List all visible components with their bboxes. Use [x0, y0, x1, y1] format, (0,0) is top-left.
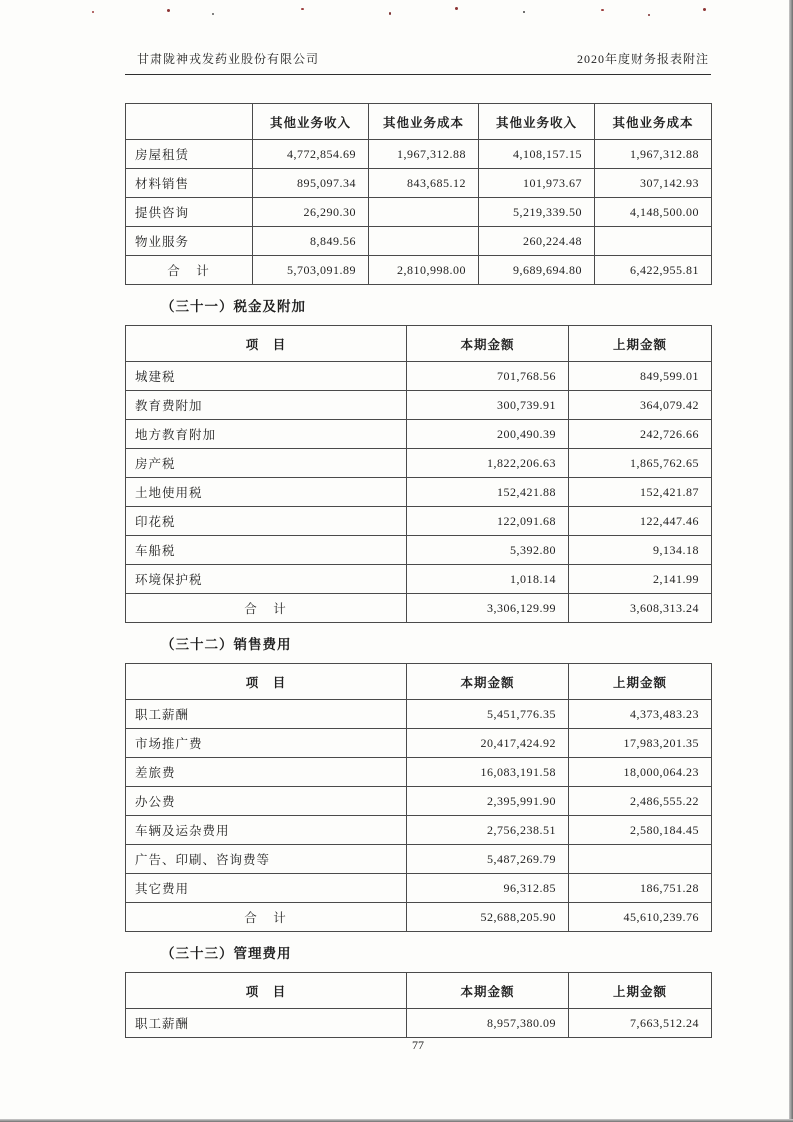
table-row — [126, 227, 712, 256]
row-label: 物业服务 — [126, 227, 253, 256]
current-amount: 8,957,380.09 — [407, 1009, 569, 1038]
prior-amount: 4,373,483.23 — [569, 700, 712, 729]
page-content — [125, 0, 711, 1038]
table-total-row — [126, 903, 712, 932]
total-label: 合 计 — [126, 903, 407, 932]
row-label: 城建税 — [126, 362, 407, 391]
value-cell: 9,689,694.80 — [479, 256, 595, 285]
row-label: 地方教育附加 — [126, 420, 407, 449]
row-label: 提供咨询 — [126, 198, 253, 227]
row-label: 房屋租赁 — [126, 140, 253, 169]
current-amount: 1,018.14 — [407, 565, 569, 594]
section-heading-32: （三十二）销售费用 — [161, 637, 292, 652]
value-cell: 895,097.34 — [253, 169, 369, 198]
current-amount: 152,421.88 — [407, 478, 569, 507]
row-label: 车船税 — [126, 536, 407, 565]
value-cell — [369, 227, 479, 256]
table-row — [126, 362, 712, 391]
doc-title: 2020年度财务报表附注 — [576, 52, 709, 66]
value-cell: 1,967,312.88 — [595, 140, 712, 169]
table-total-row — [126, 256, 712, 285]
prior-amount — [569, 845, 712, 874]
total-label: 合 计 — [126, 594, 407, 623]
column-header: 其他业务成本 — [369, 104, 479, 140]
company-name: 甘肃陇神戎发药业股份有限公司 — [137, 52, 320, 66]
current-amount: 5,487,269.79 — [407, 845, 569, 874]
column-header-prior: 上期金额 — [569, 326, 712, 362]
page-number: 77 — [412, 1038, 424, 1052]
prior-amount: 849,599.01 — [569, 362, 712, 391]
column-header: 其他业务收入 — [253, 104, 369, 140]
row-label: 职工薪酬 — [126, 1009, 407, 1038]
table-row — [126, 391, 712, 420]
scan-edge-right — [789, 0, 793, 1122]
row-label: 车辆及运杂费用 — [126, 816, 407, 845]
value-cell: 5,703,091.89 — [253, 256, 369, 285]
current-amount: 5,392.80 — [407, 536, 569, 565]
prior-amount: 18,000,064.23 — [569, 758, 712, 787]
table-row — [126, 140, 712, 169]
row-label: 印花税 — [126, 507, 407, 536]
table-row — [126, 169, 712, 198]
table-row — [126, 536, 712, 565]
row-label: 教育费附加 — [126, 391, 407, 420]
table-row — [126, 507, 712, 536]
value-cell — [595, 227, 712, 256]
column-header-item: 项 目 — [126, 664, 407, 700]
table-total-row — [126, 594, 712, 623]
row-label: 广告、印刷、咨询费等 — [126, 845, 407, 874]
row-label: 办公费 — [126, 787, 407, 816]
table-row — [126, 478, 712, 507]
prior-amount: 1,865,762.65 — [569, 449, 712, 478]
table-row — [126, 845, 712, 874]
row-label: 市场推广费 — [126, 729, 407, 758]
table-row — [126, 420, 712, 449]
prior-amount: 2,141.99 — [569, 565, 712, 594]
current-amount: 5,451,776.35 — [407, 700, 569, 729]
selling-expense-table — [125, 663, 712, 932]
row-label: 职工薪酬 — [126, 700, 407, 729]
value-cell: 5,219,339.50 — [479, 198, 595, 227]
current-amount: 96,312.85 — [407, 874, 569, 903]
current-amount: 16,083,191.58 — [407, 758, 569, 787]
table-row — [126, 198, 712, 227]
current-amount: 701,768.56 — [407, 362, 569, 391]
prior-amount: 364,079.42 — [569, 391, 712, 420]
value-cell: 260,224.48 — [479, 227, 595, 256]
column-header: 其他业务收入 — [479, 104, 595, 140]
prior-amount: 186,751.28 — [569, 874, 712, 903]
table-row — [126, 449, 712, 478]
table-row — [126, 729, 712, 758]
table-row — [126, 816, 712, 845]
value-cell: 26,290.30 — [253, 198, 369, 227]
admin-expense-table — [125, 972, 712, 1038]
value-cell: 6,422,955.81 — [595, 256, 712, 285]
table-row — [126, 874, 712, 903]
table-row — [126, 758, 712, 787]
value-cell: 2,810,998.00 — [369, 256, 479, 285]
column-header-blank — [126, 104, 253, 140]
row-label: 其它费用 — [126, 874, 407, 903]
value-cell: 101,973.67 — [479, 169, 595, 198]
prior-amount: 2,580,184.45 — [569, 816, 712, 845]
prior-amount: 3,608,313.24 — [569, 594, 712, 623]
current-amount: 52,688,205.90 — [407, 903, 569, 932]
current-amount: 3,306,129.99 — [407, 594, 569, 623]
section-heading-33: （三十三）管理费用 — [161, 946, 292, 961]
tax-surcharge-table — [125, 325, 712, 623]
value-cell: 4,108,157.15 — [479, 140, 595, 169]
prior-amount: 7,663,512.24 — [569, 1009, 712, 1038]
current-amount: 2,756,238.51 — [407, 816, 569, 845]
prior-amount: 122,447.46 — [569, 507, 712, 536]
row-label: 差旅费 — [126, 758, 407, 787]
other-business-table — [125, 103, 712, 285]
row-label: 土地使用税 — [126, 478, 407, 507]
value-cell: 4,772,854.69 — [253, 140, 369, 169]
prior-amount: 9,134.18 — [569, 536, 712, 565]
column-header-item: 项 目 — [126, 973, 407, 1009]
value-cell: 1,967,312.88 — [369, 140, 479, 169]
table-header-row — [126, 104, 712, 140]
row-label: 材料销售 — [126, 169, 253, 198]
prior-amount: 152,421.87 — [569, 478, 712, 507]
section-heading-31: （三十一）税金及附加 — [161, 299, 306, 314]
value-cell: 307,142.93 — [595, 169, 712, 198]
current-amount: 20,417,424.92 — [407, 729, 569, 758]
table-row — [126, 700, 712, 729]
value-cell — [369, 198, 479, 227]
table-header-row — [126, 664, 712, 700]
row-label: 环境保护税 — [126, 565, 407, 594]
column-header-current: 本期金额 — [407, 326, 569, 362]
current-amount: 1,822,206.63 — [407, 449, 569, 478]
column-header-prior: 上期金额 — [569, 664, 712, 700]
prior-amount: 242,726.66 — [569, 420, 712, 449]
prior-amount: 2,486,555.22 — [569, 787, 712, 816]
prior-amount: 17,983,201.35 — [569, 729, 712, 758]
column-header-prior: 上期金额 — [569, 973, 712, 1009]
scan-speckle — [92, 11, 94, 13]
current-amount: 2,395,991.90 — [407, 787, 569, 816]
column-header: 其他业务成本 — [595, 104, 712, 140]
value-cell: 8,849.56 — [253, 227, 369, 256]
table-header-row — [126, 973, 712, 1009]
page-header — [125, 0, 711, 75]
row-label: 房产税 — [126, 449, 407, 478]
table-header-row — [126, 326, 712, 362]
current-amount: 200,490.39 — [407, 420, 569, 449]
table-row — [126, 565, 712, 594]
column-header-current: 本期金额 — [407, 664, 569, 700]
current-amount: 122,091.68 — [407, 507, 569, 536]
total-label: 合 计 — [126, 256, 253, 285]
current-amount: 300,739.91 — [407, 391, 569, 420]
value-cell: 843,685.12 — [369, 169, 479, 198]
prior-amount: 45,610,239.76 — [569, 903, 712, 932]
column-header-item: 项 目 — [126, 326, 407, 362]
table-row — [126, 1009, 712, 1038]
table-row — [126, 787, 712, 816]
value-cell: 4,148,500.00 — [595, 198, 712, 227]
column-header-current: 本期金额 — [407, 973, 569, 1009]
